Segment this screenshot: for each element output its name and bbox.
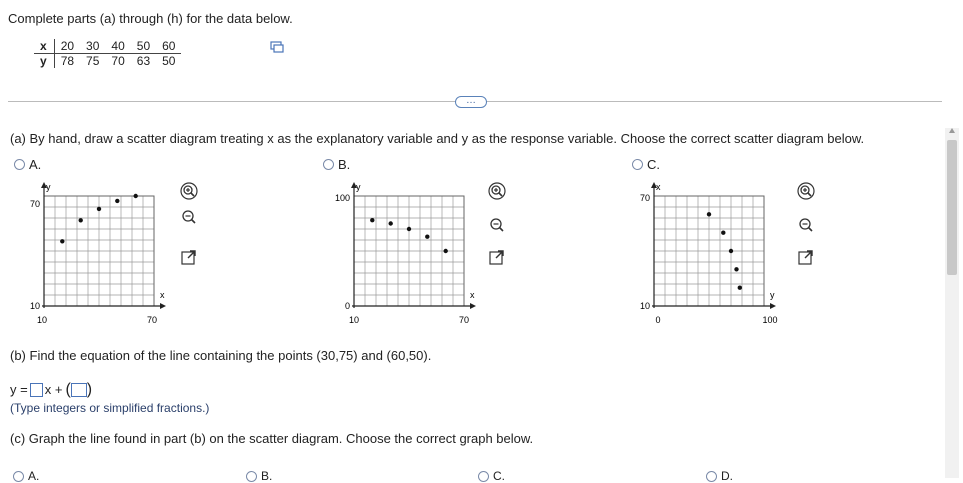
table-row (34, 39, 181, 54)
zoom-in-icon[interactable] (180, 182, 198, 200)
x-axis-label: x (470, 290, 475, 300)
scatter-plot-b (330, 180, 480, 330)
table-cell: 60 (156, 39, 181, 54)
option-b[interactable] (323, 157, 350, 172)
graph-option-b[interactable] (246, 469, 272, 483)
radio-b[interactable] (323, 159, 334, 170)
x-right-tick: 70 (146, 315, 158, 325)
table-cell: 63 (136, 54, 151, 68)
scrollbar-thumb[interactable] (947, 140, 957, 275)
zoom-in-icon[interactable] (797, 182, 815, 200)
y-axis-label: x (656, 182, 661, 192)
option-c[interactable] (632, 157, 660, 172)
table-cell: 20 (54, 39, 80, 54)
data-point (444, 249, 448, 253)
close-paren: ) (86, 380, 93, 398)
data-point (370, 218, 374, 222)
graph-option-a[interactable] (13, 469, 39, 483)
scrollbar[interactable] (945, 128, 959, 478)
grid (44, 196, 154, 306)
y-top-tick: 70 (29, 199, 40, 209)
expand-icon[interactable] (488, 248, 506, 266)
graph-option-a-label: A. (28, 469, 40, 483)
table-cell: 40 (105, 39, 130, 54)
radio-graph-b[interactable] (246, 471, 257, 482)
y-bottom-tick: 0 (344, 301, 350, 311)
data-table (34, 39, 181, 68)
part-b-question: (b) Find the equation of the line containing the points (30,75) and (60,50). (10, 348, 432, 363)
x-plus-label: x + (44, 382, 63, 397)
expand-icon[interactable] (797, 248, 815, 266)
instructions: Complete parts (a) through (h) for the data below. (8, 11, 293, 26)
option-c-label: C. (647, 157, 660, 172)
axes (351, 182, 476, 309)
y-axis-label: y (46, 182, 51, 192)
x-left-tick: 10 (36, 315, 48, 325)
data-point (707, 212, 711, 216)
data-point (79, 218, 83, 222)
x-right-tick: 70 (458, 315, 470, 325)
y-top-tick: 70 (639, 193, 650, 203)
table-cell: 50 (162, 54, 176, 68)
x-left-tick: 10 (348, 315, 360, 325)
data-point (97, 207, 101, 211)
table-cell: 30 (80, 39, 105, 54)
y-axis-label: y (356, 182, 361, 192)
scroll-up-icon[interactable] (949, 128, 955, 133)
table-header-y: y (34, 54, 54, 69)
data-point (134, 194, 138, 198)
graph-option-d-label: D. (721, 469, 733, 483)
data-point (729, 249, 733, 253)
table-cell: 70 (111, 54, 125, 68)
x-axis-arrow (160, 303, 166, 309)
data-point (389, 221, 393, 225)
x-axis-arrow (770, 303, 776, 309)
axes (41, 182, 166, 309)
axes (651, 182, 776, 309)
zoom-out-icon[interactable] (797, 216, 815, 234)
radio-graph-c[interactable] (478, 471, 489, 482)
x-axis-label: y (770, 290, 775, 300)
option-b-label: B. (338, 157, 351, 172)
data-point (721, 231, 725, 235)
data-point (115, 199, 119, 203)
part-a-question: (a) By hand, draw a scatter diagram treating x as the explanatory variable and y as the response variable. Choose the correct scatter diagram below. (10, 131, 865, 146)
y-bottom-tick: 10 (639, 301, 650, 311)
table-cell: 50 (131, 39, 156, 54)
data-point (60, 239, 64, 243)
copy-data-icon[interactable] (270, 41, 284, 53)
y-equals-label: y = (10, 382, 28, 397)
zoom-in-icon[interactable] (488, 182, 506, 200)
graph-option-c-label: C. (493, 469, 505, 483)
scatter-plot-a (20, 180, 170, 330)
zoom-out-icon[interactable] (488, 216, 506, 234)
intercept-input[interactable] (71, 383, 87, 397)
equation-answer (10, 382, 92, 397)
graph-option-c[interactable] (478, 469, 505, 483)
x-axis-label: x (160, 290, 165, 300)
data-point (407, 227, 411, 231)
table-header-x: x (34, 39, 54, 54)
radio-c[interactable] (632, 159, 643, 170)
more-button[interactable]: … (455, 96, 487, 108)
data-point (738, 286, 742, 290)
radio-graph-a[interactable] (13, 471, 24, 482)
y-top-tick: 100 (334, 193, 350, 203)
answer-hint: (Type integers or simplified fractions.) (10, 401, 210, 415)
x-axis-arrow (470, 303, 476, 309)
option-a[interactable] (14, 157, 41, 172)
zoom-out-icon[interactable] (180, 208, 198, 226)
slope-input[interactable] (30, 383, 43, 397)
graph-option-b-label: B. (261, 469, 273, 483)
data-point (425, 235, 429, 239)
y-bottom-tick: 10 (29, 301, 40, 311)
graph-option-d[interactable] (706, 469, 733, 483)
data-point (734, 267, 738, 271)
table-cell: 78 (60, 54, 75, 68)
x-left-tick: 0 (655, 315, 661, 325)
expand-icon[interactable] (180, 248, 198, 266)
radio-graph-d[interactable] (706, 471, 717, 482)
table-cell: 75 (86, 54, 100, 68)
table-row (34, 54, 181, 69)
scatter-plot-c (630, 180, 780, 330)
part-c-question: (c) Graph the line found in part (b) on the scatter diagram. Choose the correct graph below. (10, 431, 534, 446)
option-a-label: A. (29, 157, 42, 172)
radio-a[interactable] (14, 159, 25, 170)
x-right-tick: 100 (762, 315, 778, 325)
open-paren: ( (65, 380, 71, 398)
